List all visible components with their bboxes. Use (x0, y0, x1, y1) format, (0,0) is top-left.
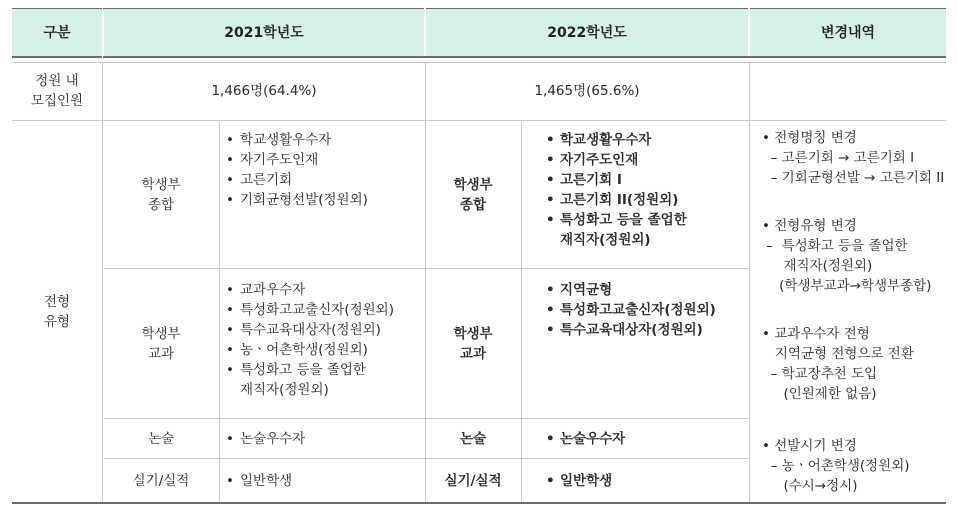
list-item: • 특성화고 등을 졸업한 재직자(정원외) (226, 362, 366, 398)
row4-name-2022: 실기/실적 (444, 473, 502, 489)
change-note (762, 436, 942, 496)
change-line: • 선발시기 변경 (762, 438, 857, 454)
change-line: (수시→정시) (762, 478, 858, 494)
row3-list-2021 (222, 429, 422, 449)
header-2021 (104, 8, 424, 56)
list-item: • 농ㆍ어촌학생(정원외) (226, 342, 368, 358)
row3-list-2022 (542, 429, 746, 449)
quota-bottom-rule (12, 120, 946, 121)
row3-name-2022: 논술 (459, 431, 487, 447)
list-item: • 고른기회 (226, 172, 293, 188)
row1-bottom-rule (104, 268, 748, 269)
quota-2021: 1,466명(64.4%) (211, 83, 317, 99)
list-item: • 일반학생 (546, 473, 613, 489)
list-item: • 교과우수자 (226, 282, 306, 298)
list-item: • 자기주도인재 (226, 152, 319, 168)
list-item: • 특수교육대상자(정원외) (226, 322, 381, 338)
change-note (762, 324, 942, 404)
row1-name-2021: 학생부 종합 (141, 177, 181, 213)
list-item: • 학교생활우수자 (546, 132, 652, 148)
change-note (762, 128, 945, 188)
row2-list-2022 (542, 280, 746, 340)
row1-list-2021 (222, 130, 422, 210)
list-item: • 기회균형선발(정원외) (226, 192, 368, 208)
row2-name-2022: 학생부 교과 (453, 326, 493, 362)
list-item: • 고른기회 II(정원외) (546, 192, 679, 208)
row2-bottom-rule (104, 418, 748, 419)
row4-list-2021 (222, 471, 422, 491)
row2-name-2021: 학생부 교과 (141, 326, 181, 362)
list-item: • 고른기회 I (546, 172, 622, 188)
change-line: • 전형명칭 변경 (762, 130, 857, 146)
change-line: – 기회균형선발 → 고른기회 II (762, 170, 945, 186)
col-divider-4 (521, 122, 522, 502)
change-line: (학생부교과→학생부종합) (762, 278, 932, 294)
changes-column (750, 122, 946, 502)
quota-2022: 1,465명(65.6%) (534, 83, 640, 99)
header-bottom-rule (12, 56, 946, 58)
change-line: • 전형유형 변경 (762, 218, 857, 234)
row3-name-2021: 논술 (147, 431, 175, 447)
header-2022 (426, 8, 748, 56)
row4-list-2022 (542, 471, 746, 491)
col-divider-3 (425, 62, 426, 502)
list-item: • 학교생활우수자 (226, 132, 332, 148)
change-line: 지역균형 전형으로 전환 (762, 346, 914, 362)
row4-name-2021: 실기/실적 (132, 473, 190, 489)
col-divider-5 (749, 62, 750, 502)
list-item: • 특성화고 등을 졸업한 재직자(정원외) (546, 212, 687, 248)
header-changes (750, 8, 946, 56)
header-category (12, 8, 102, 56)
type-label: 전형 유형 (43, 294, 71, 330)
change-line: 재직자(정원외) (762, 258, 873, 274)
list-item: • 특성화고교출신자(정원외) (226, 302, 394, 318)
list-item: • 일반학생 (226, 473, 293, 489)
row2-list-2021 (222, 280, 422, 400)
col-divider-2 (219, 122, 220, 502)
table-top-rule (12, 8, 946, 9)
change-line: (인원제한 없음) (762, 386, 877, 402)
quota-top-rule (12, 62, 946, 63)
list-item: • 특수교육대상자(정원외) (546, 322, 703, 338)
change-line: • 교과우수자 전형 (762, 326, 870, 342)
table-bottom-rule (12, 502, 946, 504)
change-line: – 고른기회 → 고른기회 I (762, 150, 915, 166)
col-divider-3-header (424, 8, 426, 56)
change-line: – 특성화고 등을 졸업한 (762, 238, 908, 254)
header-changes-label: 변경내역 (820, 25, 876, 41)
row1-list-2022 (542, 130, 746, 250)
row1-name-2022: 학생부 종합 (453, 177, 493, 213)
header-2021-label: 2021학년도 (224, 25, 304, 41)
header-category-label: 구분 (43, 25, 71, 41)
change-line: – 농ㆍ어촌학생(정원외) (762, 458, 910, 474)
row3-bottom-rule (104, 458, 748, 459)
list-item: • 논술우수자 (226, 431, 306, 447)
col-divider-5-header (748, 8, 750, 56)
list-item: • 자기주도인재 (546, 152, 639, 168)
header-2022-label: 2022학년도 (547, 25, 627, 41)
change-line: – 학교장추천 도입 (762, 366, 878, 382)
list-item: • 특성화고교출신자(정원외) (546, 302, 716, 318)
list-item: • 논술우수자 (546, 431, 626, 447)
list-item: • 지역균형 (546, 282, 613, 298)
col-divider-1-body (102, 62, 103, 502)
quota-label: 정원 내 모집인원 (30, 73, 84, 109)
change-note (762, 216, 942, 296)
